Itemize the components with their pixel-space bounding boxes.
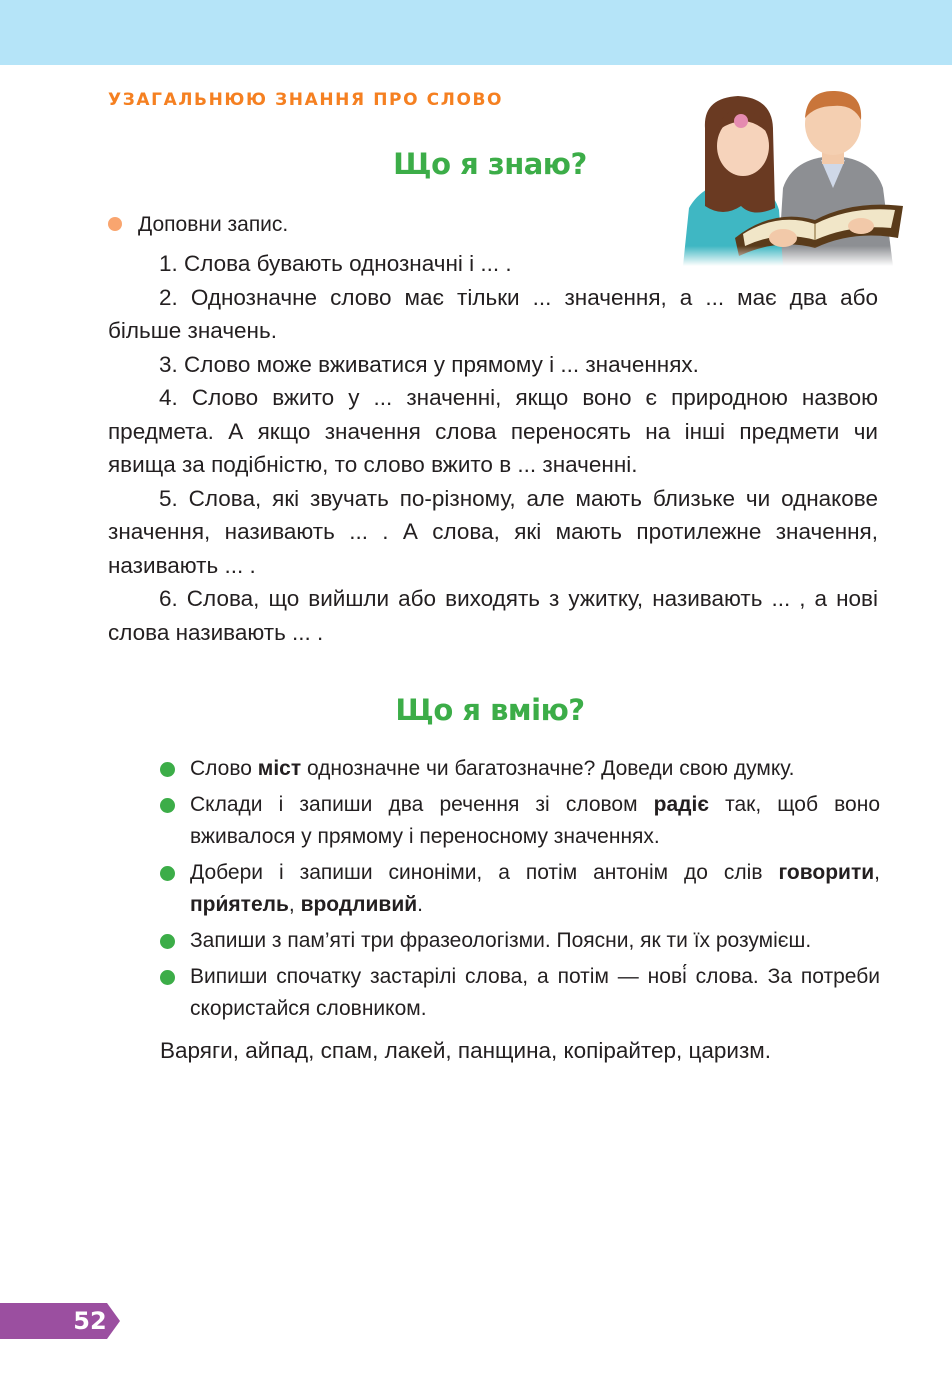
bold-word: вродливий — [300, 893, 418, 916]
bold-word: при́ятель — [190, 893, 289, 916]
green-bullet-icon — [160, 970, 175, 985]
instruction-text: Доповни запис. — [138, 213, 289, 236]
heading-what-i-can: Що я вмію? — [395, 693, 585, 727]
statement-1: 1. Слова бувають однозначні і ... . — [159, 251, 512, 276]
list-item: Добери і запиши синоніми, а потім антонім до слів говорити, при́ятель, вродливий. — [160, 857, 880, 921]
page-number: 52 — [73, 1307, 107, 1335]
word-list: Варяги, айпад, спам, лакей, панщина, копірайтер, царизм. — [160, 1038, 772, 1063]
orange-bullet-icon — [108, 217, 122, 231]
list-item: Склади і запиши два речення зі словом радіє так, щоб воно вживалося у прямому і переносному значеннях. — [160, 789, 880, 853]
fill-in-statements — [108, 247, 878, 649]
bold-word: говорити — [778, 861, 875, 884]
green-bullet-icon — [160, 798, 175, 813]
children-reading-book-illustration — [683, 88, 908, 266]
list-item: Слово міст однозначне чи багатозначне? Доведи свою думку. — [160, 753, 880, 785]
green-bullet-icon — [160, 934, 175, 949]
statement-2: 2. Однозначне слово має тільки ... значення, а ... має два або більше значень. — [108, 284, 878, 343]
section-label: УЗАГАЛЬНЮЮ ЗНАННЯ ПРО СЛОВО — [108, 90, 504, 110]
statement-3: 3. Слово може вживатися у прямому і ... значеннях. — [159, 351, 699, 377]
green-bullet-icon — [160, 762, 175, 777]
statement-5: 5. Слова, які звучать по-різному, але мають близьке чи однакове значення, називають ... . А слова, які мають протилежне значення, називають ... . — [108, 485, 878, 578]
list-item: Запиши з пам’яті три фразеологізми. Поясни, як ти їх розумієш. — [160, 925, 880, 957]
bold-word: міст — [257, 757, 302, 780]
heading-what-i-know: Що я знаю? — [393, 147, 587, 181]
statement-6: 6. Слова, що вийшли або виходять з ужитку, називають ... , а нові слова називають ... . — [108, 586, 878, 645]
instruction — [108, 210, 288, 240]
statement-4: 4. Слово вжито у ... значенні, якщо воно є природною назвою предмета. А якщо значення слова переносять на інші предмети чи явища за подібністю, то слово вжито в ... значенні. — [108, 385, 878, 477]
green-bullet-icon — [160, 866, 175, 881]
list-item: Випиши спочатку застарілі слова, а потім — нові́ слова. За потреби скористайся словником. — [160, 961, 880, 1025]
bold-word: радіє — [653, 793, 709, 816]
skill-tasks-list — [160, 753, 880, 1029]
top-color-band — [0, 0, 952, 65]
